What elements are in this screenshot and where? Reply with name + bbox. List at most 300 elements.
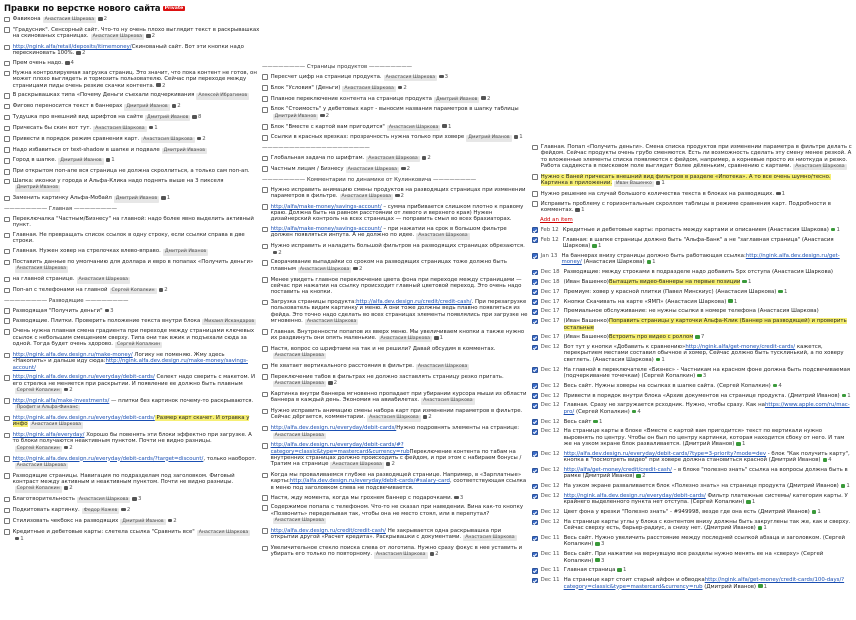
assignee-tag[interactable]: Анастасия Шаркова: [78, 497, 129, 503]
item-text[interactable]: [564, 383, 854, 389]
assignee-tag[interactable]: Анастасия Шаркова: [198, 529, 249, 535]
item-checkbox[interactable]: [4, 233, 10, 239]
item-checkbox[interactable]: [4, 518, 10, 524]
item-checkbox[interactable]: [4, 45, 10, 51]
assignee-tag[interactable]: Анастасия Шаркова: [341, 193, 391, 199]
item-text[interactable]: [13, 70, 260, 89]
item-checkbox[interactable]: [532, 309, 538, 315]
item-checkbox[interactable]: [262, 260, 268, 266]
item-text[interactable]: [564, 318, 854, 331]
item-checkbox[interactable]: [532, 191, 538, 197]
item-checkbox[interactable]: [262, 528, 268, 534]
item-label: (Иван Вашенко): [563, 318, 609, 325]
item-checkbox[interactable]: [532, 289, 538, 295]
item-text[interactable]: [564, 483, 854, 489]
comment-icon: [823, 458, 828, 462]
item-text[interactable]: [13, 168, 260, 174]
item-checkbox[interactable]: [532, 345, 538, 351]
item-checkbox[interactable]: [4, 61, 10, 67]
item-link[interactable]: http://alfa.dev.design.ru/everyday/debit-cards/?type=3-priority?mode=dev: [563, 450, 767, 457]
comment-count: [386, 461, 395, 467]
item-checkbox[interactable]: [532, 568, 538, 574]
item-text[interactable]: [271, 391, 528, 405]
item-checkbox[interactable]: [262, 96, 268, 102]
item-checkbox[interactable]: [262, 124, 268, 130]
item-text[interactable]: [564, 493, 854, 506]
item-checkbox[interactable]: [262, 443, 268, 449]
item-checkbox[interactable]: [4, 277, 10, 283]
item-text[interactable]: [271, 425, 528, 439]
item-checkbox[interactable]: [532, 335, 538, 341]
assignee-tag[interactable]: Дмитрий Иванов: [468, 135, 510, 141]
item-text[interactable]: [13, 232, 260, 245]
item-checkbox[interactable]: [4, 329, 10, 335]
item-checkbox[interactable]: [4, 71, 10, 77]
assignee-tag[interactable]: Анастасия Шаркова: [795, 163, 845, 169]
item-text[interactable]: [564, 577, 854, 590]
checklist-item: [262, 204, 528, 223]
item-checkbox[interactable]: [532, 419, 538, 425]
item-link[interactable]: http://alfa.dev.design.ru/credit/credit-cash/: [270, 527, 386, 534]
item-text[interactable]: [13, 27, 260, 41]
item-checkbox[interactable]: [262, 277, 268, 283]
item-text[interactable]: [564, 299, 854, 305]
item-text[interactable]: [271, 187, 528, 201]
item-text[interactable]: [271, 329, 528, 343]
item-text[interactable]: [271, 226, 528, 240]
checklist-item: [4, 287, 260, 294]
item-checkbox[interactable]: [4, 217, 10, 223]
item-label: При открытом поп-апе вся страница не должна скроллиться, а только сам поп-ап.: [12, 168, 250, 175]
item-text[interactable]: [271, 124, 528, 131]
assignee-tag[interactable]: Анастасия Шаркова: [423, 398, 473, 404]
item-checkbox[interactable]: [4, 147, 10, 153]
item-checkbox[interactable]: [262, 166, 268, 172]
item-checkbox[interactable]: [4, 308, 10, 314]
assignee-tag[interactable]: Анастасия Шаркова: [16, 266, 67, 272]
item-label: Переключение контента по табам на внутренних страницах должно происходить с фейдом, и при этом с набираем бонусы / Тратим на странице: [270, 448, 522, 468]
comment-icon: [593, 420, 598, 424]
item-checkbox[interactable]: [4, 169, 10, 175]
item-link[interactable]: http://ngink.alfa/get-money/credit-cards/: [685, 344, 796, 351]
item-text[interactable]: [13, 287, 260, 294]
item-checkbox[interactable]: [262, 74, 268, 80]
assignee-tag[interactable]: Анастасия Шаркова: [44, 17, 95, 22]
item-checkbox[interactable]: [262, 364, 268, 370]
item-link[interactable]: http://ngink.alfa/retail/deposits/itimemoney/: [12, 43, 132, 50]
item-text[interactable]: [271, 204, 528, 223]
item-text[interactable]: [564, 334, 854, 340]
assignee-tag[interactable]: Анастасия Шаркова: [78, 277, 128, 283]
item-text[interactable]: [271, 134, 528, 141]
item-text[interactable]: [564, 367, 854, 380]
item-checkbox[interactable]: [262, 107, 268, 113]
item-text[interactable]: [271, 259, 528, 273]
item-checkbox[interactable]: [4, 433, 10, 439]
item-text[interactable]: [564, 551, 854, 564]
checklist-item: [262, 408, 528, 422]
assignee-tag[interactable]: Дмитрий Иванов: [115, 196, 158, 202]
item-text[interactable]: [13, 456, 260, 470]
comment-count: [841, 483, 850, 489]
item-text[interactable]: [271, 96, 528, 103]
item-text[interactable]: [13, 473, 260, 493]
item-text[interactable]: [13, 328, 260, 348]
item-text[interactable]: [13, 44, 260, 57]
assignee-tag[interactable]: Сергей Копалкин: [16, 387, 60, 393]
item-checkbox[interactable]: [4, 196, 10, 202]
assignee-tag[interactable]: Анастасия Шаркова: [344, 85, 394, 91]
item-link[interactable]: http://alfa/get-money/credit/credit-cash/: [563, 467, 672, 474]
item-link[interactable]: http://ngink.alfa.dev.design.ru/everyday/debit-cards/: [563, 493, 706, 499]
comment-count-value: 1: [836, 226, 840, 233]
item-checkbox[interactable]: [532, 484, 538, 490]
item-label: На странице карт стоит старый айфон и обводка: [563, 577, 705, 584]
item-link[interactable]: http://alfa.dev.design.ru/everyday/debit-cards/#?category=classic&type=mastercard&currency=rub: [270, 442, 410, 455]
item-text[interactable]: [541, 174, 854, 188]
comment-count-value: 2: [202, 135, 206, 142]
item-checkbox[interactable]: [532, 270, 538, 276]
item-checkbox[interactable]: [532, 227, 538, 233]
item-checkbox[interactable]: [4, 288, 10, 294]
item-date: Dec 11: [540, 567, 560, 574]
item-checkbox[interactable]: [4, 497, 10, 503]
checklist-item: [4, 70, 260, 89]
item-checkbox[interactable]: [532, 237, 538, 243]
assignee-tag[interactable]: Иван Вашенко: [616, 181, 652, 187]
assignee-tag[interactable]: Дмитрий Иванов: [435, 96, 478, 102]
item-checkbox[interactable]: [532, 174, 538, 180]
item-text[interactable]: [564, 269, 854, 275]
item-label: Нужно исправить анимацию смены набора карт при изменении параметров в фильтре. Сейчас дёргается, комментарии.: [270, 408, 523, 421]
item-link[interactable]: http://ngink.alfa.dev.design.ru/make-money/: [12, 351, 133, 358]
assignee-tag[interactable]: Федор Кожев: [83, 507, 118, 513]
item-text[interactable]: [13, 259, 260, 273]
item-checkbox[interactable]: [4, 27, 10, 33]
item-date: Dec 11: [540, 535, 560, 542]
item-text[interactable]: [13, 496, 260, 503]
item-checkbox[interactable]: [262, 409, 268, 415]
item-link[interactable]: http://ngink.alfa.dev.design.ru/everyday/debit-cards/: [12, 374, 155, 381]
item-checkbox[interactable]: [262, 156, 268, 162]
item-checkbox[interactable]: [4, 473, 10, 479]
item-text[interactable]: [271, 243, 528, 256]
item-text[interactable]: [13, 507, 260, 514]
assignee-tag[interactable]: Анастасия Шаркова: [274, 518, 325, 524]
item-text[interactable]: [13, 415, 260, 429]
item-text[interactable]: [13, 16, 260, 23]
item-checkbox[interactable]: [532, 494, 538, 500]
item-text[interactable]: [271, 442, 528, 468]
item-checkbox[interactable]: [532, 319, 538, 325]
item-text[interactable]: [564, 393, 854, 399]
assignee-tag[interactable]: Анастасия Шаркова: [95, 125, 145, 131]
item-checkbox[interactable]: [4, 179, 10, 185]
item-text[interactable]: [271, 504, 528, 524]
item-checkbox[interactable]: [532, 367, 538, 373]
item-checkbox[interactable]: [262, 329, 268, 335]
item-checkbox[interactable]: [532, 520, 538, 526]
item-link[interactable]: http://ngink.alfa.dev.design.ru/get-money/: [561, 252, 840, 266]
item-checkbox[interactable]: [532, 145, 538, 151]
item-checkbox[interactable]: [4, 126, 10, 132]
assignee-tag[interactable]: Сергей Копалкин: [16, 445, 60, 451]
comment-count: [401, 166, 410, 172]
assignee-tag[interactable]: Дмитрий Иванов: [163, 147, 206, 153]
item-text[interactable]: [13, 318, 260, 325]
item-checkbox[interactable]: [262, 473, 268, 479]
checklist-item: [4, 216, 260, 229]
item-text[interactable]: [13, 518, 260, 525]
comment-count-value: 2: [103, 16, 108, 22]
item-text[interactable]: [271, 495, 528, 501]
item-text[interactable]: [564, 289, 854, 295]
item-link[interactable]: http://ngink.alfa.dev.design.ru/everyday/debit-cards/?target=discount/: [12, 455, 204, 462]
comment-count: [273, 250, 282, 256]
item-checkbox[interactable]: [4, 249, 10, 255]
item-text[interactable]: [13, 216, 260, 229]
assignee-tag[interactable]: Дмитрий Иванов: [60, 158, 102, 164]
item-text[interactable]: [564, 567, 854, 573]
assignee-tag[interactable]: Анастасия Шаркова: [369, 415, 419, 421]
item-text[interactable]: [564, 402, 854, 415]
item-text[interactable]: [13, 374, 260, 394]
item-link[interactable]: http://ngink.alfa/make-investments/: [12, 397, 110, 404]
item-text[interactable]: [13, 114, 260, 121]
item-checkbox[interactable]: [262, 135, 268, 141]
item-checkbox[interactable]: [4, 508, 10, 514]
assignee-tag[interactable]: Михаил Искандаров: [204, 318, 255, 324]
comment-count: [592, 243, 601, 249]
item-text[interactable]: [13, 432, 260, 452]
assignee-tag[interactable]: Анастасия Шаркова: [418, 233, 468, 239]
item-text[interactable]: [564, 467, 854, 480]
assignee-tag[interactable]: Анастасия Шаркова: [368, 156, 418, 162]
assignee-tag[interactable]: Профит и Альфа-Финанс: [16, 405, 78, 411]
item-text[interactable]: [13, 352, 260, 371]
item-checkbox[interactable]: [4, 136, 10, 142]
assignee-tag[interactable]: Анастасия Шаркова: [274, 353, 325, 359]
item-checkbox[interactable]: [4, 17, 10, 23]
assignee-tag[interactable]: Дмитрий Иванов: [16, 185, 58, 191]
assignee-tag[interactable]: Сергей Копалкин: [116, 342, 161, 348]
item-text[interactable]: [541, 144, 854, 170]
assignee-tag[interactable]: Анастасия Шаркова: [417, 364, 468, 370]
comment-icon: [353, 267, 358, 271]
item-text[interactable]: [564, 535, 854, 548]
item-text[interactable]: [13, 178, 260, 192]
item-text[interactable]: [13, 157, 260, 164]
item-checkbox[interactable]: [262, 546, 268, 552]
item-checkbox[interactable]: [262, 85, 268, 91]
item-link[interactable]: http://alfa/make-money/savings-account/: [270, 226, 382, 233]
item-text[interactable]: [13, 103, 260, 110]
item-text[interactable]: [13, 195, 260, 202]
item-checkbox[interactable]: [532, 393, 538, 399]
item-text[interactable]: [564, 308, 854, 314]
item-checkbox[interactable]: [532, 253, 538, 259]
item-date: Dec 12: [540, 366, 560, 373]
comment-count-value: 1: [661, 356, 665, 363]
item-text[interactable]: [271, 346, 528, 360]
item-checkbox[interactable]: [532, 451, 538, 457]
item-text[interactable]: [564, 451, 854, 464]
item-link[interactable]: http://alfa.dev.design.ru/everyday/debit-cards/: [270, 425, 397, 432]
item-text[interactable]: [271, 374, 528, 388]
item-checkbox[interactable]: [262, 227, 268, 233]
item-text[interactable]: [271, 528, 528, 542]
item-text[interactable]: [13, 92, 260, 99]
item-text[interactable]: [13, 398, 260, 412]
item-link[interactable]: http://ngink.alfa/get-money/credit-cards/100-days/?category=classic&type=mastercard&currency=rub: [563, 577, 845, 590]
assignee-tag[interactable]: Дмитрий Иванов: [274, 113, 316, 119]
comment-count: [778, 289, 787, 295]
item-checkbox[interactable]: [262, 505, 268, 511]
assignee-tag[interactable]: Анастасия Шаркова: [347, 166, 398, 172]
item-link[interactable]: https://www.apple.com/ru/mac-pro/: [563, 402, 850, 415]
item-text[interactable]: [271, 408, 528, 422]
assignee-tag[interactable]: Анастасия Шаркова: [388, 124, 439, 130]
comment-count: [442, 124, 451, 130]
item-checkbox[interactable]: [4, 115, 10, 121]
assignee-tag[interactable]: Анастасия Шаркова: [31, 422, 81, 428]
item-checkbox[interactable]: [532, 201, 538, 207]
item-text[interactable]: [564, 428, 854, 447]
assignee-tag[interactable]: Анастасия Шаркова: [465, 535, 515, 541]
item-link[interactable]: http://ngink.alfa.dev.design.ru/make-money/savings-account/: [12, 358, 248, 371]
assignee-tag[interactable]: Анастасия Шаркова: [92, 34, 143, 40]
assignee-tag[interactable]: Анастасия Шаркова: [332, 462, 382, 468]
item-text[interactable]: [271, 85, 528, 92]
item-checkbox[interactable]: [4, 318, 10, 324]
item-checkbox[interactable]: [262, 346, 268, 352]
item-link[interactable]: http://ngink.alfa.dev.design.ru/everyday/debit-cards/: [12, 414, 155, 421]
item-checkbox[interactable]: [262, 495, 268, 501]
item-checkbox[interactable]: [4, 375, 10, 381]
assignee-tag[interactable]: Сергей Копалкин: [111, 288, 155, 294]
item-link[interactable]: http://alfa.dev.design.ru/credit/credit-cash/: [356, 299, 472, 306]
item-label: (Дмитрий Иванов): [702, 583, 757, 590]
item-text[interactable]: [13, 529, 260, 543]
item-link[interactable]: http://ngink.alfa/everyday/: [12, 432, 85, 439]
assignee-tag[interactable]: Анастасия Шаркова: [143, 136, 193, 142]
assignee-tag[interactable]: Анастасия Шаркова: [299, 266, 350, 272]
item-checkbox[interactable]: [532, 403, 538, 409]
highlighted-text: Нужно с Ваней причесать внешний вид фильтров в разделе «Ипотека». А то все очень шумно/тесно. Картинка в приложении.: [540, 173, 831, 187]
item-checkbox[interactable]: [532, 468, 538, 474]
item-checkbox[interactable]: [532, 510, 538, 516]
assignee-tag[interactable]: Дмитрий Иванов: [122, 518, 164, 524]
item-checkbox[interactable]: [262, 187, 268, 193]
item-checkbox[interactable]: [262, 426, 268, 432]
assignee-tag[interactable]: Анастасия Шаркова: [385, 74, 436, 80]
item-text[interactable]: [271, 155, 528, 162]
assignee-tag[interactable]: Анастасия Шаркова: [16, 462, 67, 468]
item-text[interactable]: [271, 472, 528, 491]
item-checkbox[interactable]: [4, 416, 10, 422]
item-checkbox[interactable]: [4, 398, 10, 404]
item-text[interactable]: [564, 344, 854, 363]
item-checkbox[interactable]: [4, 93, 10, 99]
item-text[interactable]: [563, 227, 854, 233]
item-checkbox[interactable]: [532, 383, 538, 389]
item-text[interactable]: [564, 509, 854, 515]
comment-icon: [514, 135, 519, 139]
item-text[interactable]: [271, 277, 528, 296]
item-checkbox[interactable]: [4, 456, 10, 462]
item-checkbox[interactable]: [262, 374, 268, 380]
item-text[interactable]: [564, 419, 854, 425]
item-text[interactable]: [271, 545, 528, 559]
assignee-tag[interactable]: Сергей Копалкин: [16, 486, 60, 492]
item-text[interactable]: [271, 74, 528, 81]
assignee-tag[interactable]: Дмитрий Иванов: [126, 104, 168, 110]
item-checkbox[interactable]: [262, 300, 268, 306]
assignee-tag[interactable]: Анастасия Шаркова: [306, 318, 357, 324]
item-label: На странице карты в блоке «Вместе с картой вам пригодится» текст по вертикали нужно выровнять по центру. Чтобы он был по центру картинки, которая находится сбоку от него. И там же на узком экране блок разваливается. (Дмитрий Иванов): [563, 428, 845, 448]
item-text[interactable]: [13, 147, 260, 154]
item-text[interactable]: [13, 60, 260, 66]
item-label: Хорошо бы повенять эти блоки эффектно при загрузке. А то блоки получаются неактивным пунктом. Почти не видно разницы.: [12, 432, 252, 445]
checklist-item: [262, 243, 528, 256]
item-label: Блок "Вместе с картой вам пригодится": [270, 123, 385, 130]
assignee-tag[interactable]: Дмитрий Иванов: [164, 249, 207, 255]
item-text[interactable]: [541, 191, 854, 197]
item-text[interactable]: [13, 125, 260, 132]
item-text[interactable]: [13, 136, 260, 143]
item-text[interactable]: [13, 276, 260, 283]
item-text[interactable]: [564, 519, 854, 532]
item-text[interactable]: [564, 279, 854, 285]
item-text[interactable]: [271, 106, 528, 120]
assignee-tag[interactable]: Анастасия Шаркова: [376, 552, 426, 558]
item-checkbox[interactable]: [4, 260, 10, 266]
item-text[interactable]: [271, 166, 528, 173]
item-text[interactable]: [561, 253, 854, 266]
item-checkbox[interactable]: [262, 204, 268, 210]
comment-count: [106, 157, 115, 163]
item-label: Стилизовать чекбокс на разводящих: [12, 517, 119, 524]
assignee-tag[interactable]: Алексей Ибрагимов: [198, 93, 248, 99]
add-item-link[interactable]: Add an item: [540, 216, 573, 223]
item-checkbox[interactable]: [532, 299, 538, 305]
item-text[interactable]: [271, 363, 528, 370]
item-checkbox[interactable]: [4, 104, 10, 110]
item-checkbox[interactable]: [4, 353, 10, 359]
assignee-tag[interactable]: Дмитрий Иванов: [147, 115, 189, 121]
item-text[interactable]: [541, 201, 854, 214]
item-text[interactable]: [13, 308, 260, 314]
item-checkbox[interactable]: [532, 279, 538, 285]
item-checkbox[interactable]: [532, 536, 538, 542]
assignee-tag[interactable]: Анастасия Шаркова: [274, 432, 325, 438]
item-text[interactable]: [13, 248, 260, 255]
item-checkbox[interactable]: [4, 158, 10, 164]
item-checkbox[interactable]: [532, 578, 538, 584]
assignee-tag[interactable]: Анастасия Шаркова: [274, 381, 325, 387]
item-checkbox[interactable]: [532, 429, 538, 435]
item-checkbox[interactable]: [532, 552, 538, 558]
item-link[interactable]: http://alfa.dev.design.ru/everyday/debit-cards/#salary-card: [289, 478, 450, 485]
item-checkbox[interactable]: [4, 529, 10, 535]
assignee-tag[interactable]: Анастасия Шаркова: [380, 336, 430, 342]
item-text[interactable]: [563, 237, 854, 250]
item-label: (Иван Вашенко): [563, 278, 609, 285]
item-link[interactable]: http://alfa/make-money/savings-account/: [270, 203, 382, 210]
item-checkbox[interactable]: [262, 392, 268, 398]
item-text[interactable]: [271, 299, 528, 325]
item-checkbox[interactable]: [262, 244, 268, 250]
